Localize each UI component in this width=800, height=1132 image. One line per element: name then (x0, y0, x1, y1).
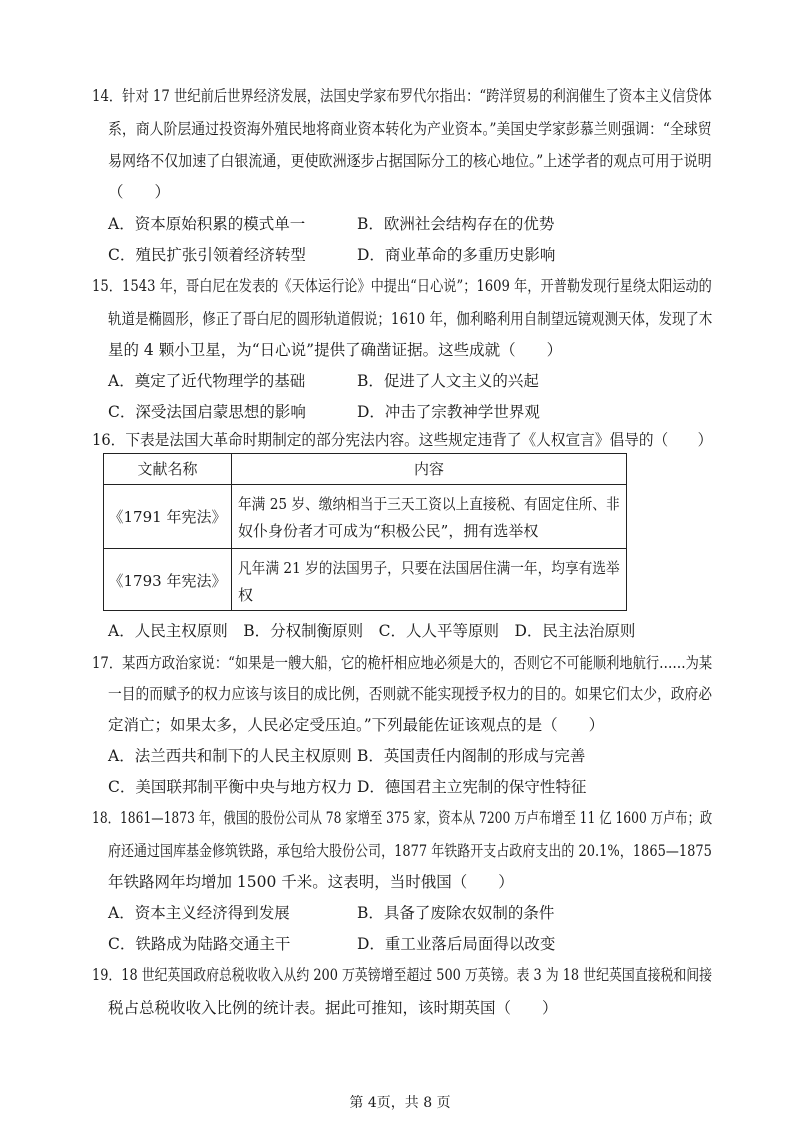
table-row-2-content-line-2: 权 (238, 586, 254, 604)
q15-line-2: 轨道是椭圆形，修正了哥白尼的圆形轨道假说；1610 年，伽利略利用自制望远镜观测天体，发现了木 (108, 310, 713, 328)
constitution-table (103, 453, 627, 611)
table-row-divider (104, 548, 626, 549)
table-row-1-name: 《1791 年宪法》 (108, 508, 227, 526)
q18-option-d: D．重工业落后局面得以改变 (357, 935, 556, 953)
q18-line-2: 府还通过国库基金修筑铁路，承包给大股份公司，1877 年铁路开支占政府支出的 20.1%，1865—1875 (108, 842, 712, 860)
q16-options: A．人民主权原则 B．分权制衡原则 C．人人平等原则 D．民主法治原则 (108, 622, 636, 640)
q18-option-b: B．具备了废除农奴制的条件 (357, 904, 555, 922)
q14-line-1: 14．针对 17 世纪前后世界经济发展，法国史学家布罗代尔指出：“跨洋贸易的利润催生了资本主义信贷体 (92, 87, 712, 105)
q18-line-3: 年铁路网年均增加 1500 千米。这表明，当时俄国（ ） (108, 873, 514, 891)
q17-option-d: D．德国君主立宪制的保守性特征 (357, 778, 587, 796)
q17-option-b: B．英国责任内阁制的形成与完善 (357, 747, 586, 765)
table-row-1-content-line-2: 奴仆身份者才可成为“积极公民”，拥有选举权 (238, 522, 539, 540)
q14-option-d: D．商业革命的多重历史影响 (357, 246, 556, 264)
q14-option-c: C．殖民扩张引领着经济转型 (108, 246, 306, 264)
q18-option-c: C．铁路成为陆路交通主干 (108, 935, 291, 953)
q19-line-2: 税占总税收收入比例的统计表。据此可推知，该时期英国（ ） (108, 999, 558, 1017)
q17-line-1: 17．某西方政治家说：“如果是一艘大船，它的桅杆相应地必须是大的，否则它不可能顺利地航行……为某 (92, 654, 713, 672)
table-row-2-content-line-1: 凡年满 21 岁的法国男子，只要在法国居住满一年，均享有选举 (238, 559, 620, 577)
q15-option-b: B．促进了人文主义的兴起 (357, 372, 539, 390)
q17-option-a: A．法兰西共和制下的人民主权原则 (108, 747, 352, 765)
q15-line-3: 星的 4 颗小卫星，为“日心说”提供了确凿证据。这些成就（ ） (108, 341, 563, 359)
table-header-content: 内容 (413, 460, 444, 478)
q14-line-2: 系，商人阶层通过投资海外殖民地将商业资本转化为产业资本。”美国史学家彭慕兰则强调：“全球贸 (108, 120, 712, 138)
q15-option-c: C．深受法国启蒙思想的影响 (108, 403, 306, 421)
q18-line-1: 18．1861—1873 年，俄国的股份公司从 78 家增至 375 家，资本从 7200 万卢布增至 11 亿 1600 万卢布；政 (92, 809, 713, 827)
q19-line-1: 19．18 世纪英国政府总税收收入从约 200 万英镑增至超过 500 万英镑。表 3 为 18 世纪英国直接税和间接 (92, 966, 713, 984)
q15-option-a: A．奠定了近代物理学的基础 (108, 372, 306, 390)
table-row-2-name: 《1793 年宪法》 (108, 572, 227, 590)
table-header-divider (104, 484, 626, 485)
q17-line-3: 定消亡；如果太多，人民必定受压迫。”下列最能佐证该观点的是（ ） (108, 716, 605, 734)
q17-line-2: 一目的而赋予的权力应该与该目的成比例，否则就不能实现授予权力的目的。如果它们太少，政府必 (108, 685, 712, 703)
q15-line-1: 15．1543 年，哥白尼在发表的《天体运行论》中提出“日心说”；1609 年，开普勒发现行星绕太阳运动的 (92, 277, 712, 295)
page-number: 第 4页，共 8 页 (349, 1095, 451, 1111)
q14-answer-blank: （ ） (108, 183, 171, 201)
q14-option-a: A．资本原始积累的模式单一 (108, 215, 306, 233)
table-header-name: 文献名称 (137, 460, 198, 478)
q17-option-c: C．美国联邦制平衡中央与地方权力 (108, 778, 353, 796)
q16-line-1: 16．下表是法国大革命时期制定的部分宪法内容。这些规定违背了《人权宣言》倡导的（ ） (92, 431, 713, 449)
q14-line-3: 易网络不仅加速了白银流通，更使欧洲逐步占据国际分工的核心地位。”上述学者的观点可用于说明 (108, 152, 712, 170)
table-row-1-content-line-1: 年满 25 岁、缴纳相当于三天工资以上直接税、有固定住所、非 (238, 495, 620, 513)
q15-option-d: D．冲击了宗教神学世界观 (357, 403, 540, 421)
q18-option-a: A．资本主义经济得到发展 (108, 904, 290, 922)
q14-option-b: B．欧洲社会结构存在的优势 (357, 215, 555, 233)
